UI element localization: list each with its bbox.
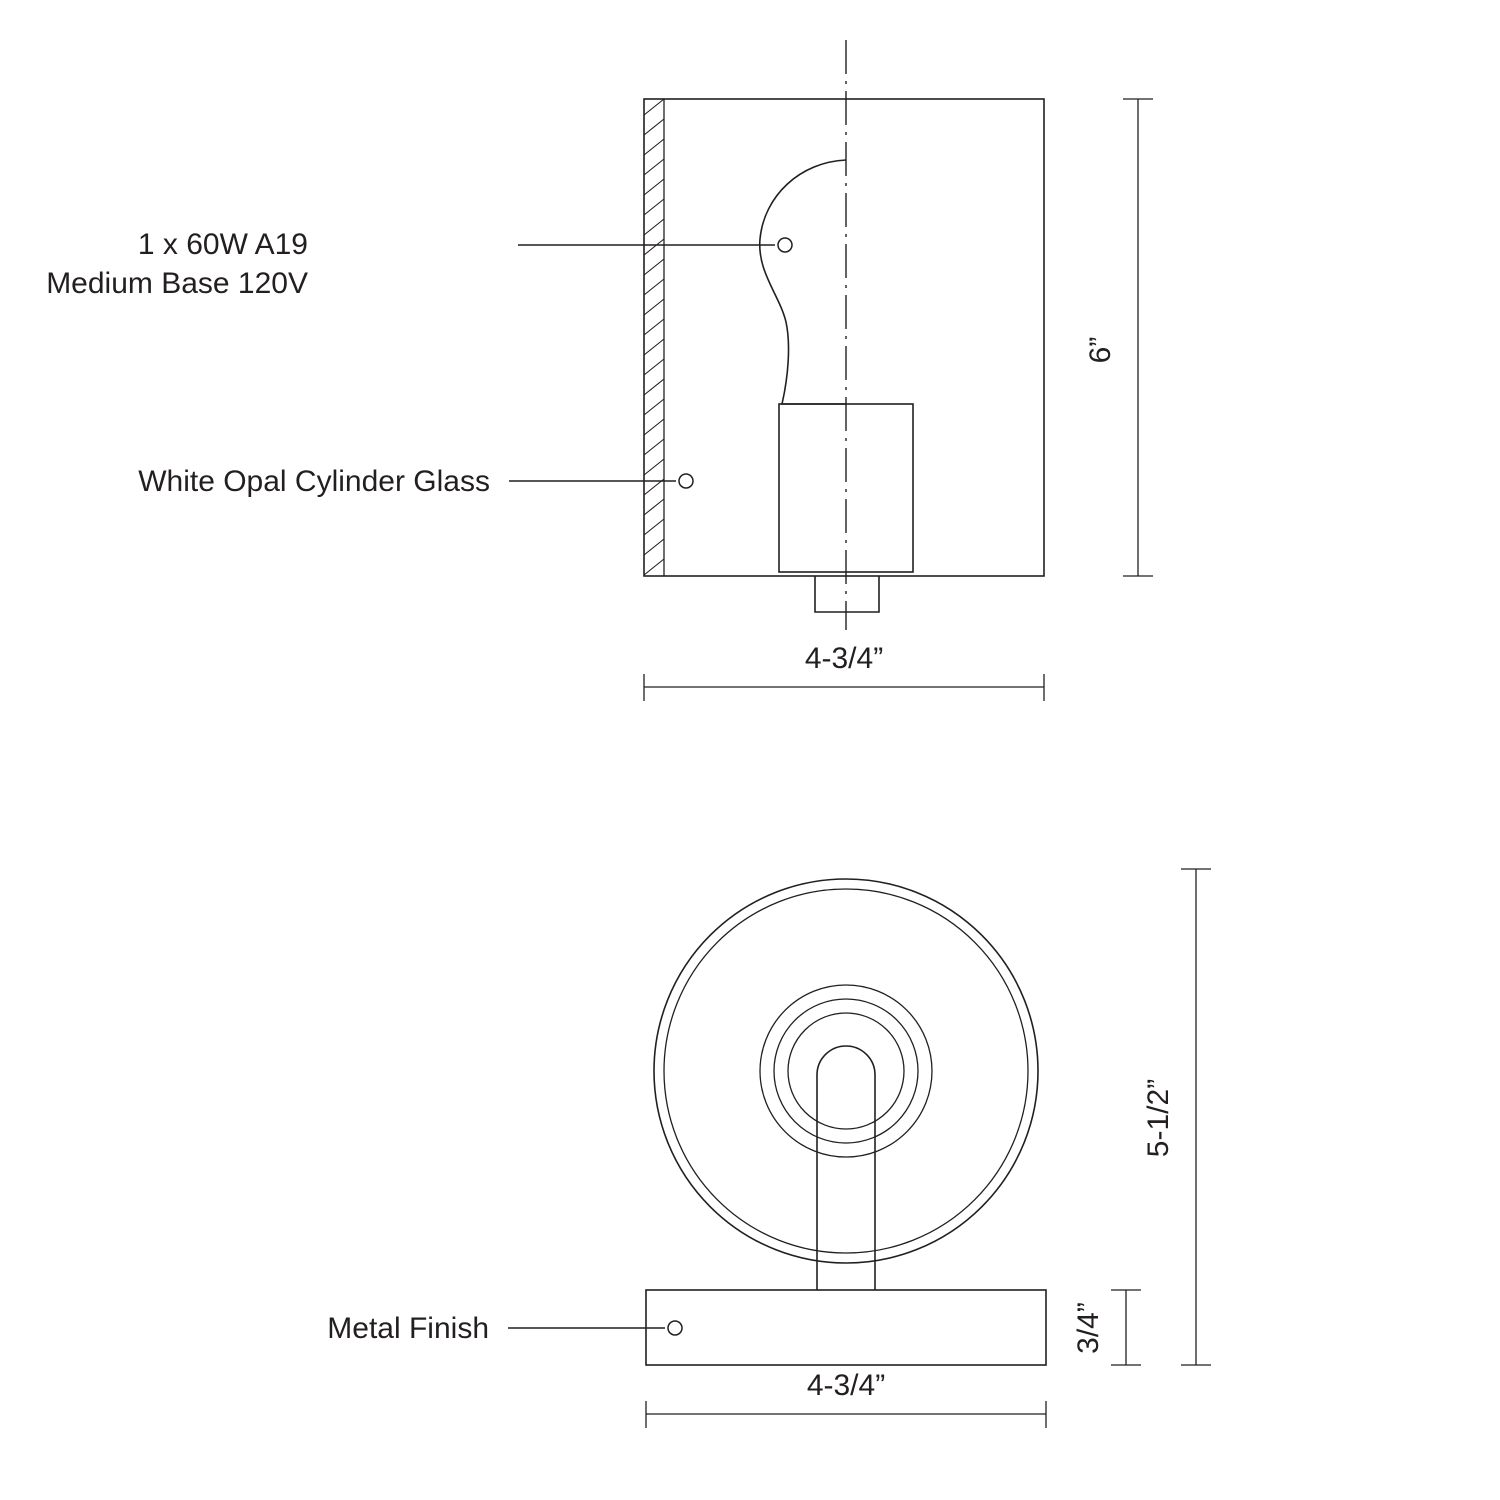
dim-label-front-width: 4-3/4” <box>806 1369 886 1402</box>
callout-finish-line1: Metal Finish <box>327 1312 489 1345</box>
leader-dot-glass <box>679 474 693 488</box>
dim-label-side-width: 4-3/4” <box>804 642 884 675</box>
callout-lamp-line2: Medium Base 120V <box>46 267 308 300</box>
backplate-bar <box>646 1290 1046 1365</box>
callout-lamp-line1: 1 x 60W A19 <box>137 228 308 261</box>
stem-bottom <box>815 576 879 612</box>
bulb-outline <box>760 160 846 404</box>
backplate-hatch <box>644 99 664 575</box>
socket-ring-3 <box>788 1013 904 1129</box>
dim-label-side-height: 6” <box>1084 336 1117 364</box>
leader-dot-lamp <box>778 238 792 252</box>
socket-ring-1 <box>760 985 932 1157</box>
shade-inner-circle <box>664 889 1028 1253</box>
dim-label-backplate-depth: 3/4” <box>1072 1302 1105 1354</box>
shade-outer-circle <box>654 879 1038 1263</box>
callout-glass-line1: White Opal Cylinder Glass <box>138 465 490 498</box>
dim-label-front-height: 5-1/2” <box>1142 1078 1175 1158</box>
glass-cylinder-body <box>644 99 1044 576</box>
socket-ring-2 <box>774 999 918 1143</box>
leader-dot-finish <box>668 1321 682 1335</box>
